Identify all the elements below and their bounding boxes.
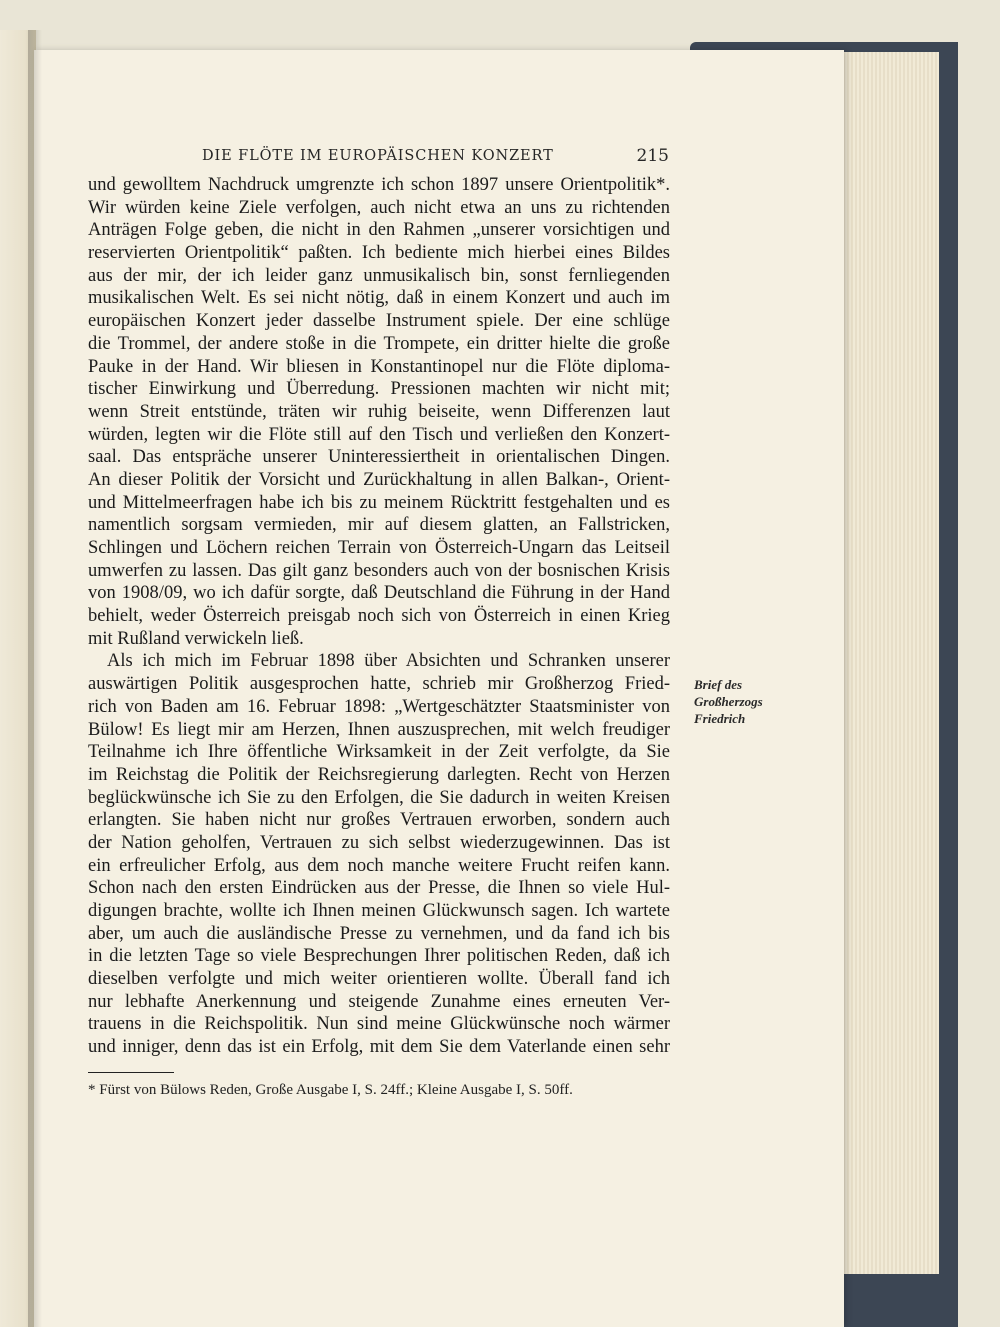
text-line: Teilnahme ich Ihre öffentliche Wirksamkeit in der Zeit verfolgte, da Sie <box>88 742 670 763</box>
text-line: trauens in die Reichspolitik. Nun sind meine Glückwünsche noch wärmer <box>88 1014 670 1035</box>
text-line: Schlingen und Löchern reichen Terrain von Österreich-Ungarn das Leitseil <box>88 538 670 558</box>
body-text <box>88 174 670 1059</box>
text-line: dieselben verfolgte und mich weiter orientieren wollte. Überall fand ich <box>88 969 670 990</box>
text-line: aus der mir, der ich leider ganz unmusikalisch bin, sonst fernliegenden <box>88 265 670 286</box>
text-line: Pauke in der Hand. Wir bliesen in Konstantinopel nur die Flöte diploma- <box>88 356 670 377</box>
running-title: DIE FLÖTE IM EUROPÄISCHEN KONZERT <box>202 148 554 164</box>
text-line: An dieser Politik der Vorsicht und Zurückhaltung in allen Balkan-, Orient- <box>88 469 670 490</box>
text-line: Anträgen Folge geben, die nicht in den Rahmen „unserer vorsichtigen und <box>88 220 670 241</box>
text-line: auswärtigen Politik ausgesprochen hatte, schrieb mir Großherzog Fried- <box>88 674 670 695</box>
text-line: von 1908/09, wo ich dafür sorgte, daß Deutschland die Führung in der Hand <box>88 583 670 604</box>
text-line: musikalischen Welt. Es sei nicht nötig, daß in einem Konzert und auch im <box>88 288 670 309</box>
page-number: 215 <box>636 146 669 166</box>
text-line: Wir würden keine Ziele verfolgen, auch nicht etwa an uns zu richtenden <box>88 197 670 218</box>
margin-note-line: Brief des <box>694 677 743 692</box>
text-line: wenn Streit entstünde, träten wir ruhig beiseite, wenn Differenzen laut <box>88 401 670 422</box>
text-line: europäischen Konzert jeder dasselbe Instrument spiele. Der eine schlüge <box>88 311 670 332</box>
text-line: behielt, weder Österreich preisgab noch sich von Österreich in einen Krieg <box>88 606 670 627</box>
text-line: beglückwünsche ich Sie zu den Erfolgen, die Sie dadurch in weiten Kreisen <box>88 787 670 808</box>
footnote-rule <box>88 1072 174 1073</box>
text-line: umwerfen zu lassen. Das gilt ganz besonders auch von der bosnischen Krisis <box>88 560 670 581</box>
text-line: mit Rußland verwickeln ließ. <box>88 628 304 649</box>
footnote: * Fürst von Bülows Reden, Große Ausgabe I, S. 24ff.; Kleine Ausgabe I, S. 50ff. <box>88 1082 573 1098</box>
text-line: digungen brachte, wollte ich Ihnen meinen Glückwunsch sagen. Ich wartete <box>88 901 670 921</box>
text-line: tischer Einwirkung und Überredung. Pressionen machten wir nicht mit; <box>88 379 670 400</box>
text-line: Bülow! Es liegt mir am Herzen, Ihnen auszusprechen, mit welch freudiger <box>88 719 670 740</box>
text-line: ein erfreulicher Erfolg, aus dem noch manche weitere Frucht reifen kann. <box>88 855 670 876</box>
text-line: der Nation geholfen, Vertrauen zu sich selbst wiederzugewinnen. Das ist <box>88 832 670 853</box>
text-line: namentlich sorgsam vermieden, mir auf diesem glatten, an Fallstricken, <box>88 515 670 536</box>
margin-note-line: Großherzogs <box>694 694 763 709</box>
margin-note-line: Friedrich <box>694 711 746 726</box>
text-line: im Reichstag die Politik der Reichsregierung darlegten. Recht von Herzen <box>88 764 670 785</box>
text-line: nur lebhafte Anerkennung und steigende Zunahme eines erneuten Ver- <box>88 991 670 1012</box>
margin-note <box>694 676 804 727</box>
text-line: Als ich mich im Februar 1898 über Absichten und Schranken unserer <box>107 651 670 672</box>
running-header <box>202 148 669 170</box>
text-line: die Trommel, der andere stoße in die Trompete, ein dritter hielte die große <box>88 333 670 354</box>
text-line: und inniger, denn das ist ein Erfolg, mit dem Sie dem Vaterlande einen sehr <box>88 1037 670 1058</box>
text-line: reservierten Orientpolitik“ paßten. Ich bediente mich hierbei eines Bildes <box>88 243 670 264</box>
text-line: Schon nach den ersten Eindrücken aus der Presse, die Ihnen so viele Hul- <box>88 878 670 899</box>
text-line: aber, um auch die ausländische Presse zu vernehmen, und da fand ich bis <box>88 923 670 944</box>
text-line: würden, legten wir die Flöte still auf den Tisch und verließen den Konzert- <box>88 424 670 445</box>
page-gutter-shadow <box>28 30 42 1327</box>
text-line: rich von Baden am 16. Februar 1898: „Wertgeschätzter Staatsminister von <box>88 696 670 717</box>
text-line: in die letzten Tage so viele Besprechungen Ihrer politischen Reden, daß ich <box>88 946 670 967</box>
text-line: saal. Das entspräche unserer Uninteressiertheit in orientalischen Dingen. <box>88 447 670 468</box>
text-line: erlangten. Sie haben nicht nur großes Vertrauen erworben, sondern auch <box>88 810 670 831</box>
text-line: und gewolltem Nachdruck umgrenzte ich schon 1897 unsere Orientpolitik*. <box>88 175 670 195</box>
text-line: und Mittelmeerfragen habe ich bis zu meinem Rücktritt festgehalten und es <box>88 492 670 513</box>
